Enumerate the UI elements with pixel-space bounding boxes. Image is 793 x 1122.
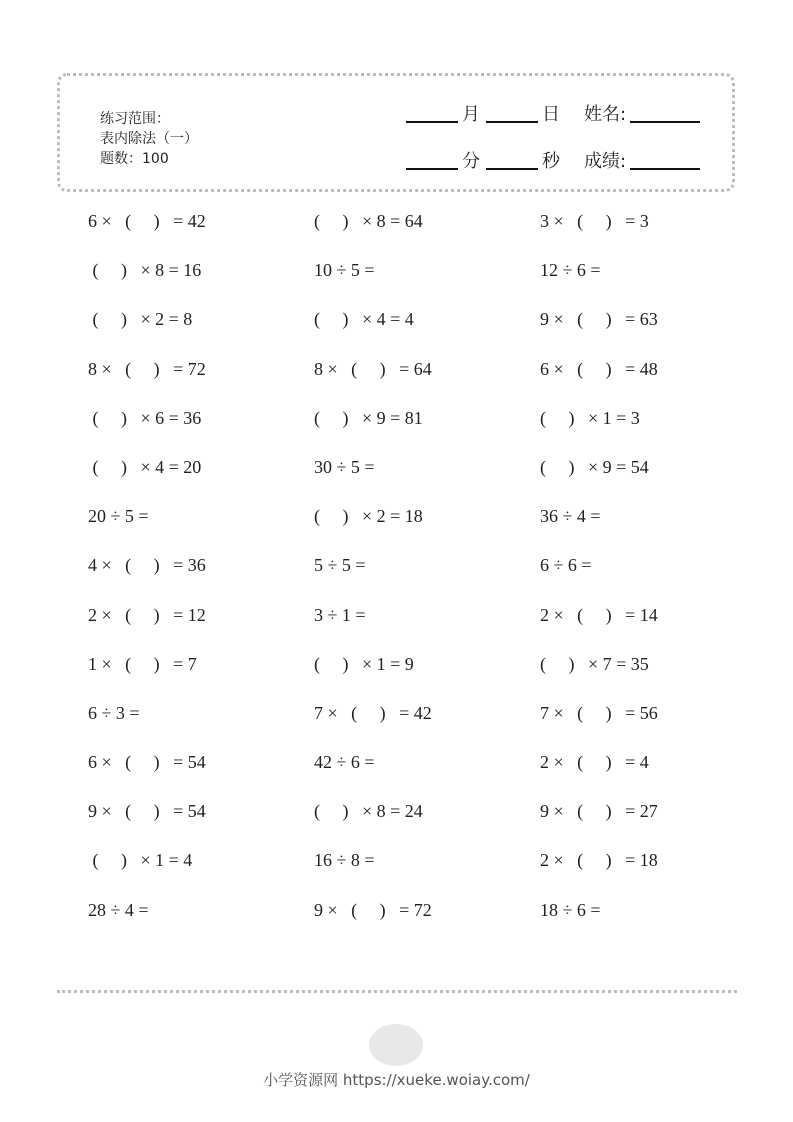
- second-blank[interactable]: [486, 150, 538, 170]
- problem: ( ) × 2 = 8: [88, 309, 193, 330]
- problem: 16 ÷ 8 =: [314, 850, 375, 871]
- question-count: 题数：100: [100, 151, 169, 167]
- problem: ( ) × 8 = 16: [88, 260, 202, 281]
- problem: 5 ÷ 5 =: [314, 555, 366, 576]
- problem: 18 ÷ 6 =: [540, 899, 601, 920]
- problem: ( ) × 9 = 81: [314, 407, 423, 428]
- problem: 12 ÷ 6 =: [540, 260, 601, 281]
- problem: 2 × ( ) = 18: [540, 850, 658, 871]
- problem: 3 ÷ 1 =: [314, 604, 366, 625]
- page-number-badge: [369, 1024, 423, 1066]
- problem: 20 ÷ 5 =: [88, 506, 149, 527]
- problem: 3 × ( ) = 3: [540, 211, 649, 231]
- date-name-row: [406, 100, 700, 126]
- problem: 9 × ( ) = 27: [540, 801, 658, 822]
- problem: 30 ÷ 5 =: [314, 456, 375, 477]
- problem: 42 ÷ 6 =: [314, 752, 375, 773]
- problem: 2 × ( ) = 14: [540, 604, 658, 625]
- problem: ( ) × 8 = 64: [314, 211, 423, 231]
- problem: 8 × ( ) = 64: [314, 358, 432, 379]
- time-score-row: [406, 147, 700, 173]
- minute-blank[interactable]: [406, 150, 458, 170]
- problem: ( ) × 8 = 24: [314, 801, 423, 822]
- problem: 7 × ( ) = 56: [540, 702, 658, 723]
- problem: 9 × ( ) = 63: [540, 309, 658, 330]
- dotted-divider: [57, 990, 737, 993]
- problem: 8 × ( ) = 72: [88, 358, 206, 379]
- problem: 2 × ( ) = 12: [88, 604, 206, 625]
- problem: 2 × ( ) = 4: [540, 752, 649, 773]
- problem: 1 × ( ) = 7: [88, 653, 197, 674]
- score-blank[interactable]: [630, 150, 700, 170]
- score-label: 成绩:: [584, 151, 627, 172]
- problem: 6 ÷ 3 =: [88, 702, 140, 723]
- minute-unit: 分: [462, 151, 480, 172]
- worksheet-info: [100, 109, 198, 169]
- name-blank[interactable]: [630, 103, 700, 123]
- problem: 4 × ( ) = 36: [88, 555, 206, 576]
- problem: 10 ÷ 5 =: [314, 260, 375, 281]
- problem: ( ) × 4 = 4: [314, 309, 414, 330]
- practice-range-label: 练习范围：: [100, 111, 170, 127]
- day-unit: 日: [542, 104, 560, 125]
- problem: 9 × ( ) = 54: [88, 801, 206, 822]
- problem: 6 × ( ) = 54: [88, 752, 206, 773]
- problem: 9 × ( ) = 72: [314, 899, 432, 920]
- problem: ( ) × 4 = 20: [88, 456, 202, 477]
- problem: 36 ÷ 4 =: [540, 506, 601, 527]
- problem: ( ) × 9 = 54: [540, 456, 649, 477]
- worksheet-header: [57, 73, 735, 192]
- month-blank[interactable]: [406, 103, 458, 123]
- problem: 28 ÷ 4 =: [88, 899, 149, 920]
- problem: 6 ÷ 6 =: [540, 555, 592, 576]
- problem-grid: [88, 207, 766, 945]
- problem: 7 × ( ) = 42: [314, 702, 432, 723]
- month-unit: 月: [462, 104, 480, 125]
- footer-source: 小学资源网 https://xueke.woiay.com/: [263, 1071, 530, 1089]
- problem: ( ) × 1 = 3: [540, 407, 640, 428]
- problem: 6 × ( ) = 48: [540, 358, 658, 379]
- problem: 6 × ( ) = 42: [88, 211, 206, 231]
- practice-topic: 表内除法（一）: [100, 131, 198, 147]
- problem: ( ) × 1 = 9: [314, 653, 414, 674]
- second-unit: 秒: [542, 151, 560, 172]
- problem: ( ) × 1 = 4: [88, 850, 193, 871]
- problem: ( ) × 7 = 35: [540, 653, 649, 674]
- name-label: 姓名:: [584, 104, 627, 125]
- day-blank[interactable]: [486, 103, 538, 123]
- problem: ( ) × 6 = 36: [88, 407, 202, 428]
- problem: ( ) × 2 = 18: [314, 506, 423, 527]
